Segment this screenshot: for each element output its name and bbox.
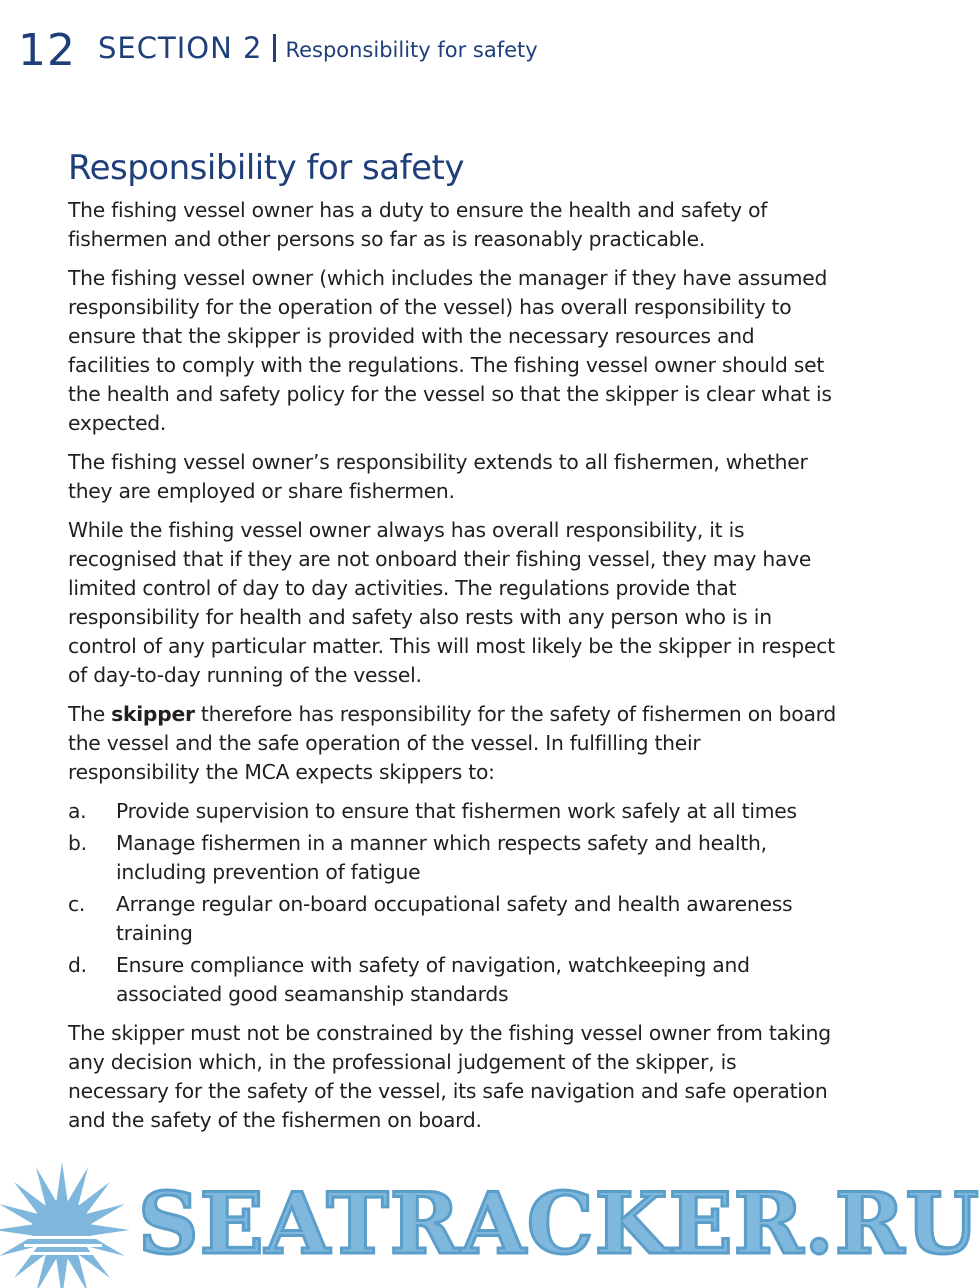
list-item [68,951,838,1009]
paragraph-skipper [68,700,838,787]
skipper-text-after: therefore has responsibility for the safety of fishermen on board the vessel and the safe operation of the vessel. In fulfilling their responsibility the MCA expects skippers to: [68,702,836,784]
list-item [68,890,838,948]
watermark-banner [0,1158,980,1288]
list-marker: a. [68,799,87,823]
paragraph-owner-responsibility: The fishing vessel owner (which includes the manager if they have assumed responsibility for the operation of the vessel) has overall responsibility to ensure that the skipper is provided with the necessary resources and facilities to comply with the regulations. The fishing vessel owner should set the health and safety policy for the vessel so that the skipper is clear what is expected. [68,266,832,435]
page-header [18,26,538,78]
page-title: Responsibility for safety [68,148,464,188]
page-number: 12 [18,25,76,76]
list-item [68,797,838,826]
skipper-text-before: The [68,702,112,726]
page-content [68,140,838,1145]
list-item-text: Ensure compliance with safety of navigation, watchkeeping and associated good seamanship standards [116,953,750,1006]
section-title: Responsibility for safety [285,38,538,62]
list-marker: c. [68,892,86,916]
sun-logo-icon [0,1158,140,1288]
section-divider [273,34,276,62]
paragraph-owner-duty: The fishing vessel owner has a duty to ensure the health and safety of fishermen and other persons so far as is reasonably practicable. [68,198,768,251]
paragraph-closing: The skipper must not be constrained by the fishing vessel owner from taking any decision which, in the professional judgement of the skipper, is necessary for the safety of the vessel, its safe navigation and safe operation and the safety of the fishermen on board. [68,1021,831,1132]
paragraph-limited-control: While the fishing vessel owner always has overall responsibility, it is recognised that if they are not onboard their fishing vessel, they may have limited control of day to day activities. The regulations provide that responsibility for health and safety also rests with any person who is in control of any particular matter. This will most likely be the skipper in respect of day-to-day running of the vessel. [68,518,835,687]
list-item-text: Provide supervision to ensure that fishermen work safely at all times [116,799,797,823]
skipper-bold-term: skipper [111,702,195,726]
watermark-text: SEATRACKER.RU [138,1174,980,1273]
list-marker: d. [68,953,87,977]
list-item-text: Manage fishermen in a manner which respects safety and health, including prevention of fatigue [116,831,767,884]
section-label: SECTION 2 [98,31,263,65]
list-item [68,829,838,887]
skipper-expectations-list [68,797,838,1009]
list-item-text: Arrange regular on-board occupational safety and health awareness training [116,892,793,945]
paragraph-responsibility-extends: The fishing vessel owner’s responsibility extends to all fishermen, whether they are employed or share fishermen. [68,450,808,503]
list-marker: b. [68,831,87,855]
